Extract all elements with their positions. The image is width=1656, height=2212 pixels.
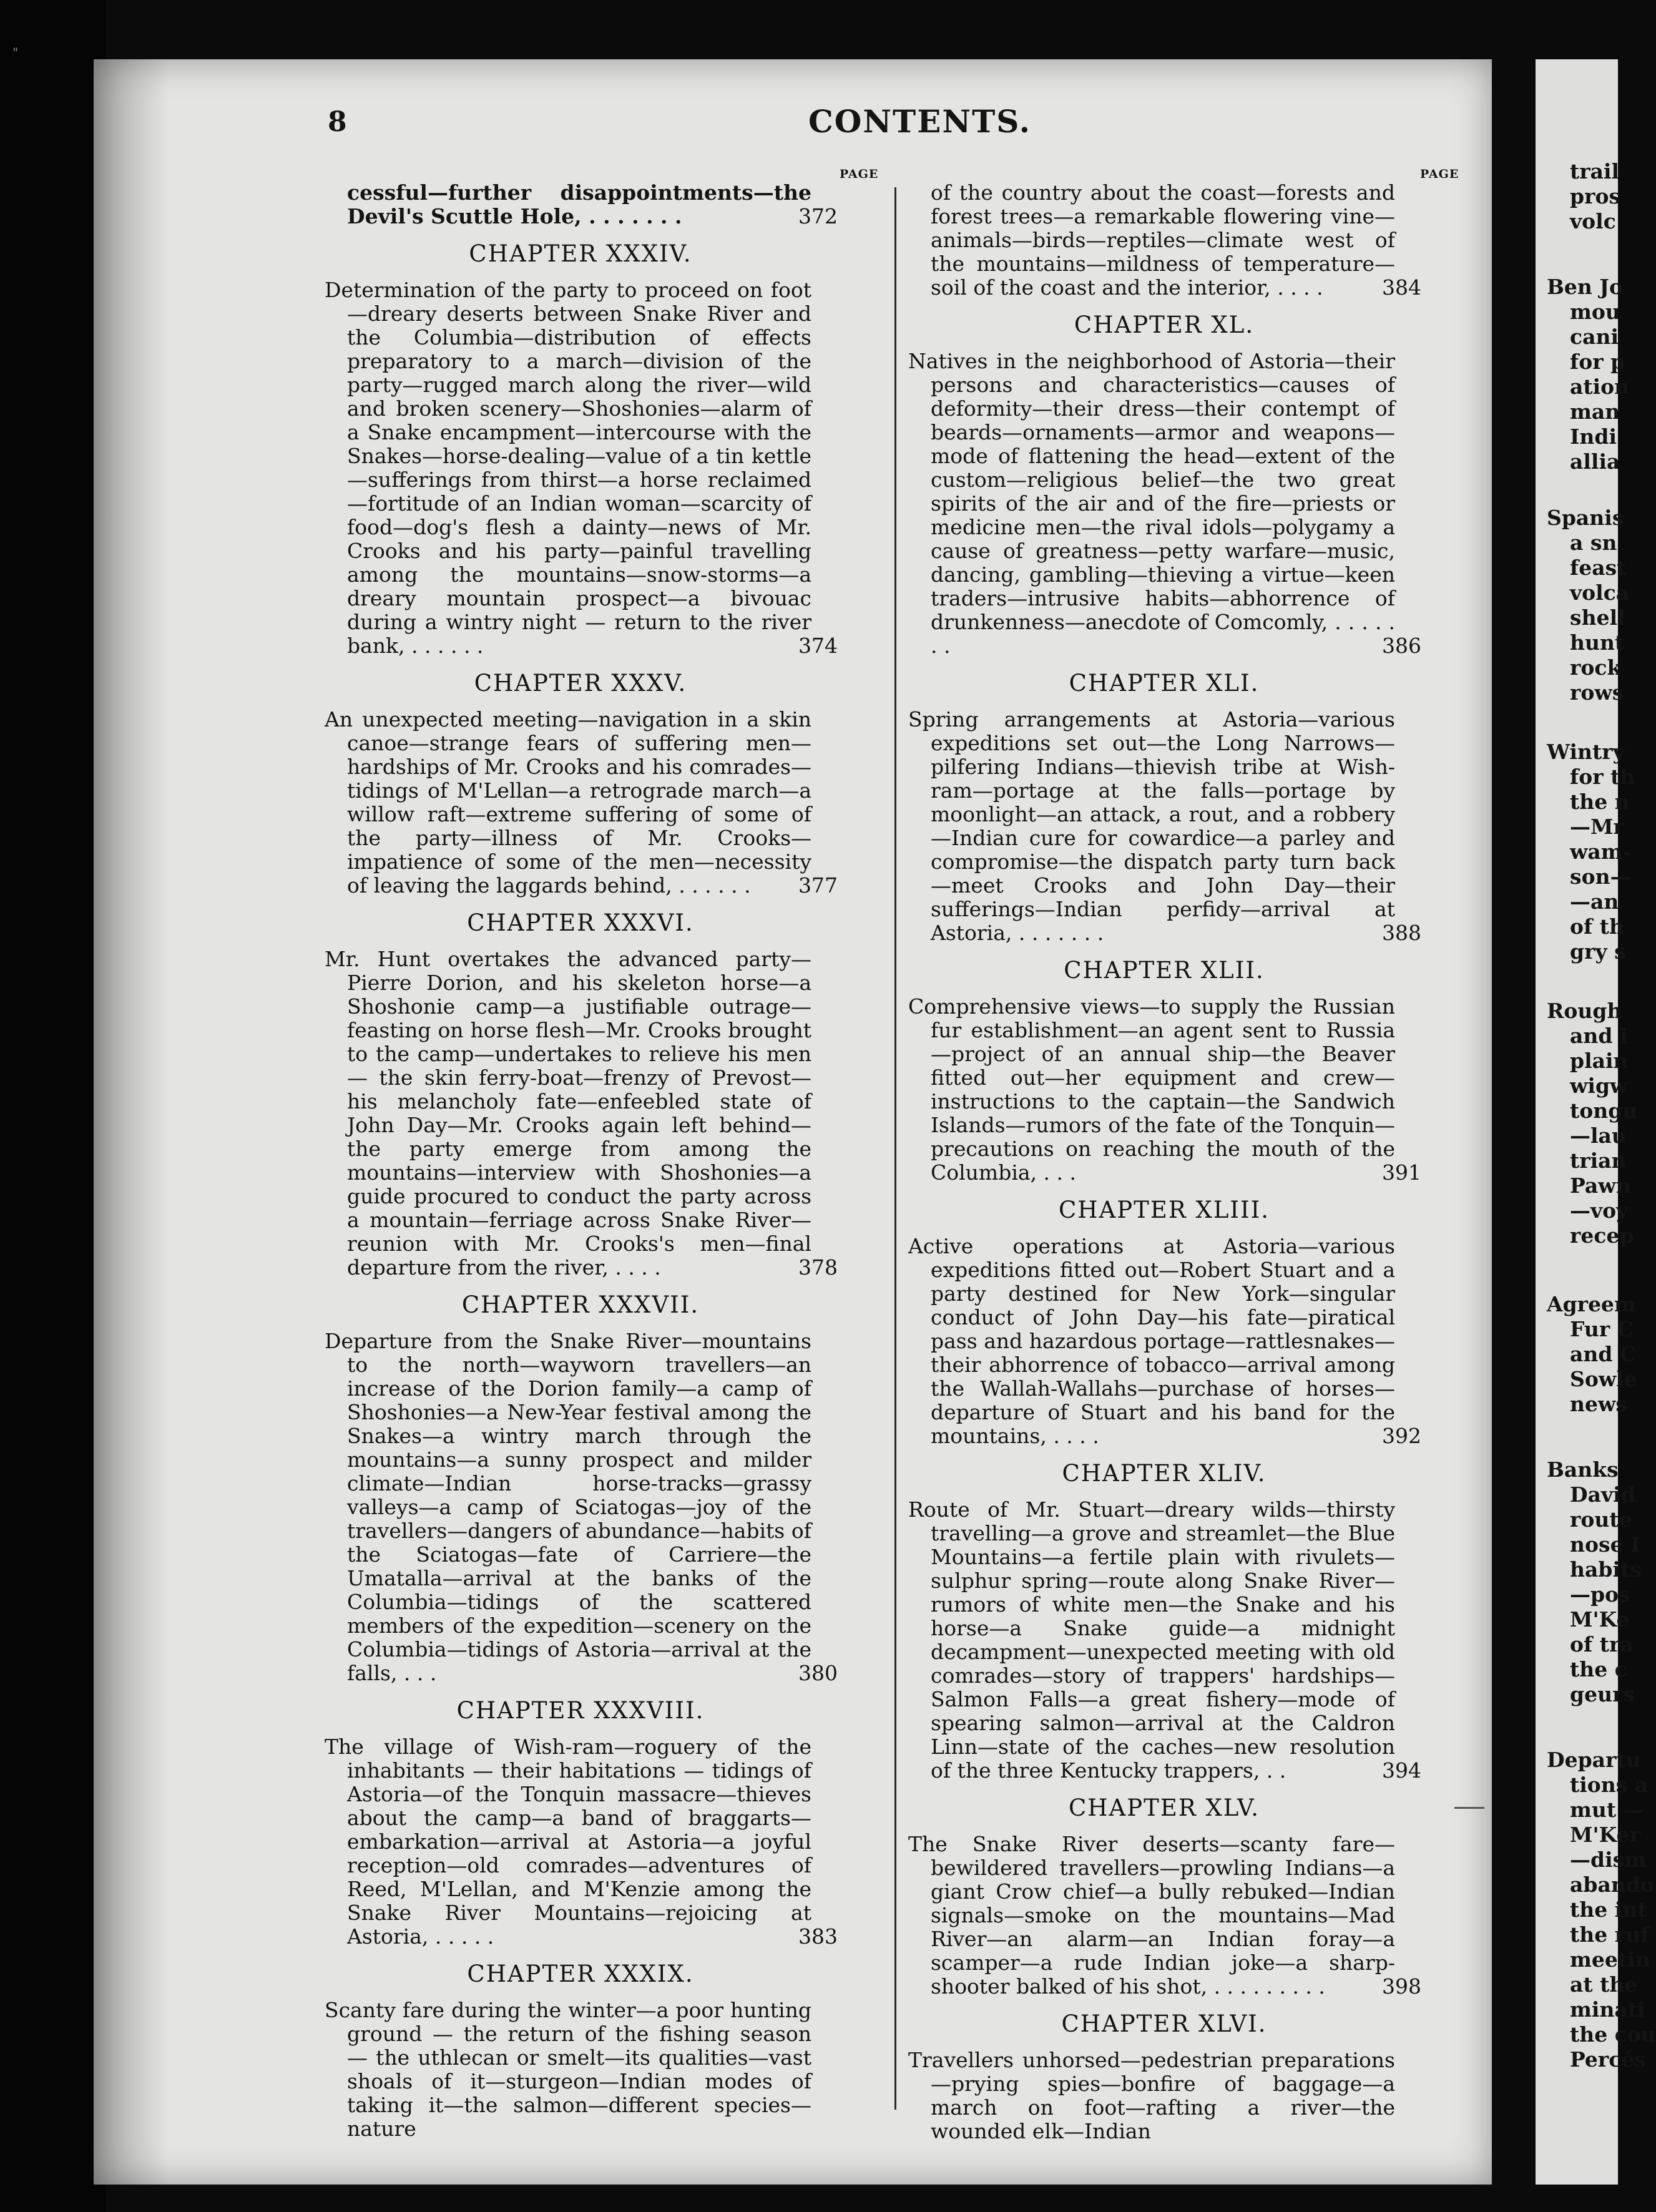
- facing-page-edge: [1536, 59, 1656, 2185]
- contents-entry: [908, 1833, 1420, 1999]
- facing-page-fragment: rock: [1570, 655, 1622, 680]
- entry-summary: Determination of the party to proceed on foot—dreary deserts between Snake River and the Columbia—distribution of effects preparatory to a march—division of the party—rugged march along the river—wild and broken scenery—Shoshonies—alarm of a Snake encampment—intercourse with the Snakes—horse-dealing—value of a tin kettle—sufferings from thirst—a horse reclaimed—fortitude of an Indian woman—scarcity of food—dog's flesh a dainty—news of Mr. Crooks and his party—painful travelling among the mountains—snow-storms—a dreary mountain prospect—a bivouac during a wintry night — return to the river bank, . . . . . .: [325, 278, 811, 658]
- entry-page-number: 391: [1382, 1160, 1421, 1185]
- facing-page-fragment: David: [1570, 1482, 1635, 1507]
- facing-page-fragment: Departu: [1547, 1748, 1641, 1772]
- entry-summary: Active operations at Astoria—various expeditions fitted out—Robert Stuart and a party destined for New York—singular conduct of John Day—his fate—piratical pass and hazardous portage—rattlesnakes—their abhorrence of tobacco—arrival among the Wallah-Wallahs—purchase of horses—departure of Stuart and his band for the mountains, . . . .: [908, 1234, 1395, 1448]
- facing-page-fragment: nose I: [1570, 1532, 1640, 1557]
- contents-entry: [325, 1999, 836, 2141]
- contents-left-column: [325, 181, 836, 2141]
- column-rule: [894, 187, 896, 2110]
- facing-page-fragment: Sowle: [1570, 1367, 1637, 1391]
- facing-page-fragment: allia: [1570, 449, 1620, 474]
- chapter-heading: CHAPTER XXXIX.: [467, 1960, 694, 1987]
- facing-page-fragment: Banks: [1547, 1457, 1619, 1482]
- chapter-heading: CHAPTER XXXVIII.: [456, 1697, 705, 1724]
- facing-page-fragment: the cou: [1570, 2022, 1656, 2047]
- chapter-heading: CHAPTER XXXV.: [474, 670, 687, 697]
- chapter-heading: CHAPTER XLI.: [1069, 670, 1260, 697]
- facing-page-fragment: wam-: [1570, 839, 1632, 864]
- facing-page-fragment: geurs: [1570, 1682, 1635, 1706]
- facing-page-fragment: wigw: [1570, 1074, 1628, 1098]
- entry-summary: Departure from the Snake River—mountains to the north—wayworn travellers—an increase of the Dorion family—a camp of Shoshonies—a New-Year festival among the Snakes—a wintry march through the mountains—a sunny prospect and milder climate—Indian horse-tracks—grassy valleys—a camp of Sciatogas—joy of the travellers—dangers of abundance—habits of the Sciatogas—fate of Carriere—the Umatalla—arrival at the banks of the Columbia—tidings of the scattered members of the expedition—scenery on the Columbia—tidings of Astoria—arrival at the falls, . . .: [325, 1329, 811, 1685]
- facing-page-fragment: for p: [1570, 350, 1625, 374]
- contents-entry: [325, 708, 836, 898]
- contents-entry: [908, 2048, 1420, 2143]
- facing-page-fragment: son—: [1570, 864, 1631, 889]
- page-column-label-right: PAGE: [1420, 167, 1459, 181]
- entry-summary: Comprehensive views—to supply the Russian fur establishment—an agent sent to Russia—project of an annual ship—the Beaver fitted out—her equipment and crew—instructions to the captain—the Sandwich Islands—rumors of the fate of the Tonquin—precautions on reaching the mouth of the Columbia, . . .: [908, 994, 1395, 1185]
- entry-page-number: 394: [1382, 1758, 1421, 1783]
- entry-page-number: 380: [798, 1661, 838, 1685]
- contents-entry: [325, 1735, 836, 1949]
- facing-page-fragment: Fur C: [1570, 1317, 1634, 1341]
- page-column-label-left: PAGE: [840, 167, 879, 181]
- entry-page-number: 377: [798, 873, 838, 898]
- facing-page-fragment: —lau: [1570, 1123, 1627, 1148]
- contents-entry: [908, 1235, 1420, 1448]
- facing-page-fragment: the int: [1570, 1897, 1647, 1922]
- facing-page-fragment: —dism: [1570, 1847, 1647, 1872]
- chapter-heading: CHAPTER XXXIV.: [469, 240, 692, 267]
- entry-summary: Mr. Hunt overtakes the advanced party—Pierre Dorion, and his skeleton horse—a Shoshonie camp—a justifiable outrage—feasting on horse flesh—Mr. Crooks brought to the camp—undertakes to relieve his men — the skin ferry-boat—frenzy of Prevost—his melancholy fate—enfeebled state of John Day—Mr. Crooks again left behind—the party emerge from among the mountains—interview with Shoshonies—a guide procured to conduct the party across a mountain—ferriage across Snake River—reunion with Mr. Crooks's men—final departure from the river, . . . .: [325, 947, 811, 1280]
- contents-entry: [325, 181, 836, 228]
- facing-page-fragment: Spanis: [1547, 506, 1624, 530]
- contents-entry: [908, 1498, 1420, 1783]
- running-head: CONTENTS.: [808, 103, 1032, 140]
- facing-page-fragment: tions a: [1570, 1773, 1649, 1797]
- facing-page-fragment: —Mr: [1570, 815, 1624, 839]
- facing-page-fragment: volc: [1570, 209, 1616, 233]
- facing-page-fragment: M'Ke: [1570, 1607, 1630, 1632]
- facing-page-fragment: —pos: [1570, 1582, 1630, 1607]
- facing-page-fragment: Percés: [1570, 2047, 1646, 2072]
- facing-page-fragment: cani: [1570, 325, 1619, 349]
- facing-page-fragment: news: [1570, 1392, 1627, 1416]
- entry-page-number: 392: [1382, 1424, 1421, 1448]
- facing-page-fragment: the ruf: [1570, 1922, 1650, 1947]
- facing-page-fragment: at the: [1570, 1972, 1638, 1997]
- facing-page-fragment: —an: [1570, 889, 1619, 914]
- facing-page-fragment: —voy: [1570, 1198, 1629, 1223]
- entry-page-number: 388: [1382, 921, 1421, 945]
- facing-page-fragment: abando: [1570, 1872, 1654, 1897]
- facing-page-fragment: the n: [1570, 790, 1630, 814]
- entry-summary: An unexpected meeting—navigation in a skin canoe—strange fears of suffering men—hardships of Mr. Crooks and his comrades—tidings of M'Lellan—a retrograde march—a willow raft—extreme suffering of some of the party—illness of Mr. Crooks—impatience of some of the men—necessity of leaving the laggards behind, . . . . . .: [325, 707, 811, 898]
- entry-page-number: 378: [798, 1255, 838, 1280]
- page-number: 8: [328, 106, 347, 138]
- entry-summary: Route of Mr. Stuart—dreary wilds—thirsty travelling—a grove and streamlet—the Blue Mountains—a fertile plain with rivulets—sulphur spring—route along Snake River—rumors of white men—the Snake and his horse—a Snake guide—a midnight decampment—unexpected meeting with old comrades—story of trappers' hardships—Salmon Falls—a great fishery—mode of spearing salmon—arrival at the Caldron Linn—state of the caches—new resolution of the three Kentucky trappers, . .: [908, 1497, 1395, 1783]
- facing-page-fragment: for th: [1570, 765, 1635, 789]
- entry-page-number: 384: [1382, 275, 1421, 300]
- entry-summary: Travellers unhorsed—pedestrian preparations—prying spies—bonfire of baggage—a march on foot—rafting a river—the wounded elk—Indian: [908, 2048, 1395, 2143]
- contents-entry: [908, 181, 1420, 300]
- facing-page-fragment: of tra: [1570, 1632, 1634, 1657]
- facing-page-fragment: minati: [1570, 1997, 1645, 2022]
- facing-page-fragment: plain: [1570, 1049, 1629, 1073]
- entry-summary: The Snake River deserts—scanty fare—bewildered travellers—prowling Indians—a giant Crow chief—a bully rebuked—Indian signals—smoke on the mountains—Mad River—an alarm—an Indian foray—a scamper—a rude Indian joke—a sharp-shooter balked of his shot, . . . . . . . . .: [908, 1832, 1395, 1999]
- facing-page-fragment: trail: [1570, 159, 1620, 184]
- facing-page-fragment: M'Ker: [1570, 1823, 1640, 1847]
- chapter-heading: CHAPTER XLVI.: [1061, 2010, 1267, 2037]
- chapter-heading: CHAPTER XXXVII.: [461, 1291, 700, 1318]
- facing-page-fragment: feast: [1570, 555, 1627, 580]
- facing-page-fragment: a sn: [1570, 531, 1617, 555]
- entry-summary: Scanty fare during the winter—a poor hunting ground — the return of the fishing season — the uthlecan or smelt—its qualities—vast shoals of it—sturgeon—Indian modes of taking it—the salmon—different species—nature: [325, 1998, 811, 2141]
- chapter-heading: CHAPTER XXXVI.: [467, 909, 694, 936]
- facing-page-fragment: rows: [1570, 680, 1624, 705]
- chapter-heading: CHAPTER XLII.: [1064, 957, 1265, 984]
- facing-page-fragment: trian: [1570, 1148, 1627, 1173]
- entry-summary: cessful—further disappointments—the Devil's Scuttle Hole, . . . . . . .: [347, 180, 811, 228]
- scan-speck: ": [12, 45, 19, 60]
- facing-page-fragment: Agreem: [1547, 1292, 1636, 1316]
- entry-page-number: 386: [1382, 634, 1421, 658]
- chapter-heading: CHAPTER XL.: [1074, 311, 1255, 338]
- page-shadow: [94, 59, 169, 2185]
- facing-page-fragment: gry s: [1570, 939, 1626, 964]
- entry-page-number: 398: [1382, 1974, 1421, 1999]
- facing-page-fragment: of th: [1570, 914, 1624, 939]
- facing-page-fragment: mou: [1570, 300, 1620, 324]
- contents-right-column: [908, 181, 1420, 2143]
- facing-page-fragment: pros: [1570, 184, 1621, 208]
- facing-page-fragment: man: [1570, 399, 1620, 424]
- contents-entry: [325, 278, 836, 658]
- facing-page-fragment: Ben Jo: [1547, 275, 1623, 299]
- book-gutter: [0, 0, 106, 2212]
- contents-entry: [325, 947, 836, 1280]
- entry-summary: Natives in the neighborhood of Astoria—their persons and characteristics—causes of deformity—their dress—their contempt of beards—ornaments—armor and weapons—mode of flattening the head—extent of the custom—religious belief—the two great spirits of the air and of the fire—priests or medicine men—the rival idols—polygamy a cause of greatness—petty warfare—music, dancing, gambling—thieving a virtue—keen traders—intrusive habits—abhorrence of drunkenness—anecdote of Comcomly, . . . . . . .: [908, 349, 1395, 658]
- entry-summary: The village of Wish-ram—roguery of the inhabitants — their habitations — tidings of Astoria—of the Tonquin massacre—thieves about the camp—a band of braggarts—embarkation—arrival at Astoria—a joyful reception—old comrades—adventures of Reed, M'Lellan, and M'Kenzie among the Snake River Mountains—rejoicing at Astoria, . . . . .: [325, 1735, 811, 1949]
- contents-entry: [325, 1329, 836, 1685]
- entry-page-number: 383: [798, 1924, 838, 1949]
- facing-page-fragment: volca: [1570, 580, 1630, 605]
- chapter-heading: CHAPTER XLIV.: [1062, 1460, 1266, 1487]
- contents-entry: [908, 995, 1420, 1185]
- facing-page-fragment: the c: [1570, 1657, 1627, 1681]
- facing-page-fragment: Pawn: [1570, 1173, 1631, 1198]
- facing-page-fragment: meetin: [1570, 1947, 1650, 1972]
- contents-entry: [908, 350, 1420, 658]
- facing-page-fragment: and i: [1570, 1024, 1628, 1048]
- chapter-heading: CHAPTER XLV.: [1068, 1794, 1260, 1821]
- entry-summary: of the country about the coast—forests and forest trees—a remarkable flowering vine—animals—birds—reptiles—climate west of the mountains—mildness of temperature—soil of the coast and the interior, . . . .: [931, 180, 1395, 300]
- entry-summary: Spring arrangements at Astoria—various expeditions set out—the Long Narrows—pilfering Indians—thievish tribe at Wish-ram—portage at the falls—portage by moonlight—an attack, a rout, and a robbery—Indian cure for cowardice—a parley and compromise—the dispatch party turn back—meet Crooks and John Day—their sufferings—Indian perfidy—arrival at Astoria, . . . . . . .: [908, 707, 1395, 945]
- facing-page-fragment: and C: [1570, 1342, 1637, 1366]
- facing-page-fragment: hunt: [1570, 630, 1625, 655]
- facing-page-fragment: habits: [1570, 1557, 1642, 1582]
- facing-page-fragment: recep: [1570, 1223, 1634, 1248]
- entry-page-number: 374: [798, 634, 838, 658]
- entry-page-number: 372: [798, 204, 838, 228]
- facing-page-fragment: Wintry: [1547, 740, 1625, 764]
- facing-page-fragment: Rough: [1547, 999, 1622, 1023]
- facing-page-fragment: shell: [1570, 605, 1625, 630]
- facing-page-fragment: route: [1570, 1507, 1632, 1532]
- facing-page-fragment: mut —: [1570, 1798, 1644, 1822]
- contents-entry: [908, 708, 1420, 945]
- facing-page-fragment: tongu: [1570, 1099, 1638, 1123]
- facing-page-fragment: ation: [1570, 374, 1630, 399]
- scan-mark: [1454, 1807, 1484, 1809]
- chapter-heading: CHAPTER XLIII.: [1058, 1197, 1270, 1223]
- facing-page-fragment: Indi: [1570, 424, 1617, 449]
